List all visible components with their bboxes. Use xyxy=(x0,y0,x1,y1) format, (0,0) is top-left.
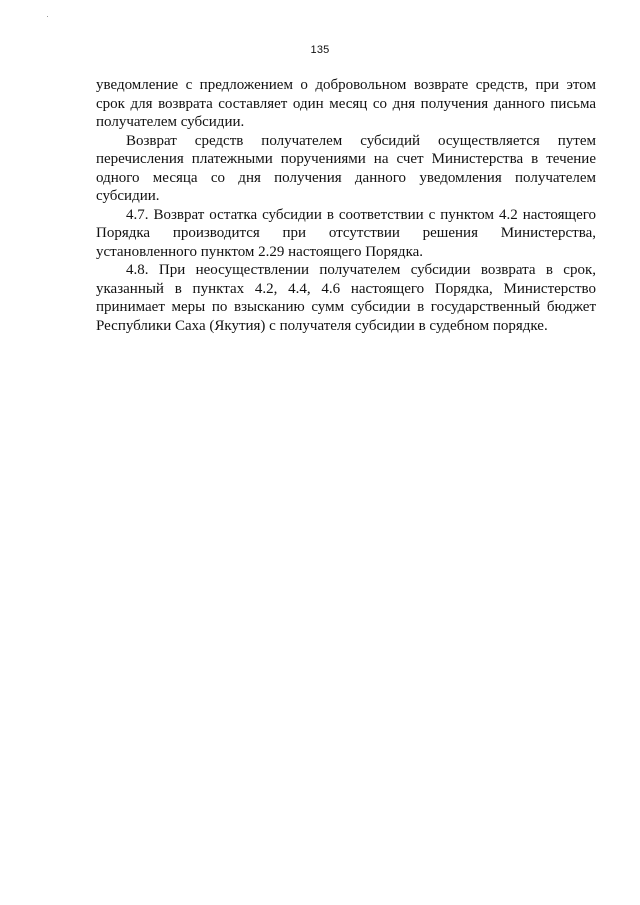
text-line: установленного пунктом 2.29 настоящего Порядка. xyxy=(96,243,424,260)
text-line: указанный в пунктах 4.2, 4.4, 4.6 настоящего Порядка, Министерство xyxy=(96,280,596,297)
scan-artifact-dot xyxy=(47,16,48,17)
text-line: Республики Саха (Якутия) с получателя субсидии в судебном порядке. xyxy=(96,317,548,334)
page-number: 135 xyxy=(310,44,330,56)
text-line: получателем субсидии. xyxy=(96,114,245,130)
text-line: Возврат средств получателем субсидий осуществляется путем xyxy=(126,132,596,149)
paragraph-2 xyxy=(96,132,596,206)
text-line: 4.7. Возврат остатка субсидии в соответствии с пунктом 4.2 настоящего xyxy=(126,206,596,223)
text-line: срок для возврата составляет один месяц со дня получения данного письма xyxy=(96,95,596,112)
document-body xyxy=(96,76,596,335)
text-line: уведомление с предложением о добровольном возврате средств, при этом xyxy=(96,77,596,93)
text-line: одного месяца со дня получения данного уведомления получателем xyxy=(96,169,596,186)
text-line: субсидии. xyxy=(96,188,160,204)
text-line: Порядка производится при отсутствии решения Министерства, xyxy=(96,225,596,241)
paragraph-3-clause-4-7 xyxy=(96,206,596,262)
text-line: принимает меры по взысканию сумм субсидии в государственный бюджет xyxy=(96,299,596,315)
text-line: перечисления платежными поручениями на счет Министерства в течение xyxy=(96,151,596,167)
paragraph-1 xyxy=(96,76,596,132)
text-line: 4.8. При неосуществлении получателем субсидии возврата в срок, xyxy=(126,262,596,278)
paragraph-4-clause-4-8 xyxy=(96,261,596,335)
